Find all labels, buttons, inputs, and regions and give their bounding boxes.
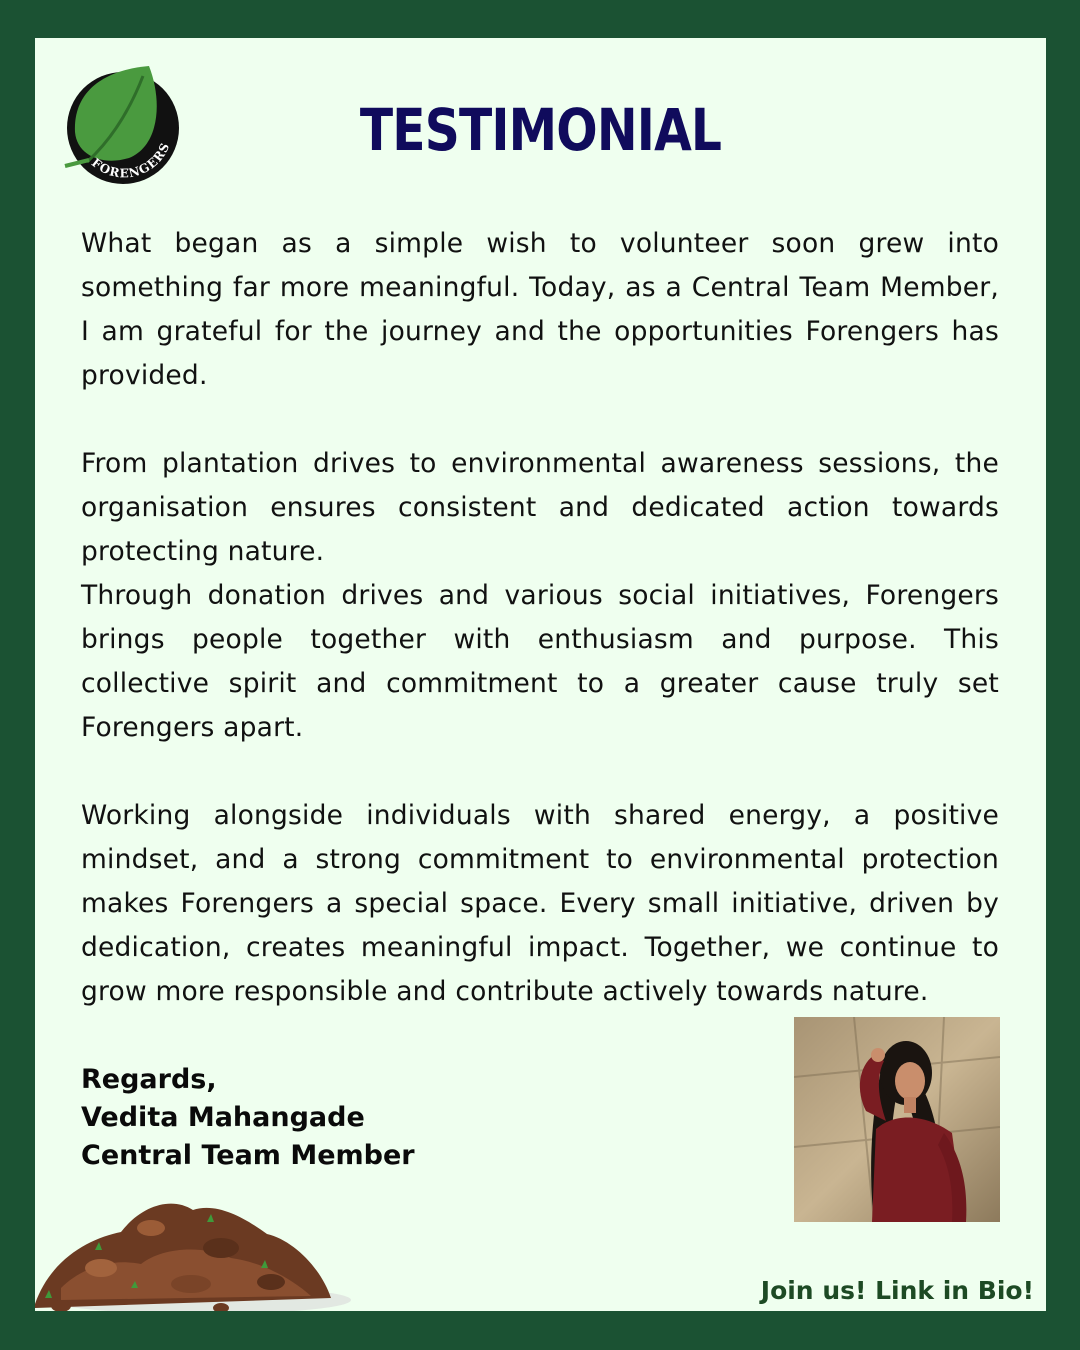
paragraph: Working alongside individuals with shared energy, a positive mindset, and a strong commitment to environmental protection makes Forengers a special space. Every small initiative, driven by dedication, creates meaningful impact. Together, we continue to grow more responsible and contribute actively towards nature.: [81, 800, 999, 1007]
signature-block: [81, 1061, 415, 1175]
page-title: TESTIMONIAL: [359, 96, 722, 164]
join-us-link[interactable]: Join us! Link in Bio!: [760, 1276, 1034, 1305]
paragraph: What began as a simple wish to volunteer soon grew into something far more meaningful. Today, as a Central Team Member, I am grateful for the journey and the opportunities Forengers has provided.: [81, 228, 999, 391]
member-photo: [794, 1017, 1000, 1222]
signature-greeting: Regards,: [81, 1064, 217, 1095]
signature-name: Vedita Mahangade: [81, 1102, 365, 1133]
paragraph: Through donation drives and various social initiatives, Forengers brings people together with enthusiasm and purpose. This collective spirit and commitment to a greater cause truly set Forengers apart.: [81, 580, 999, 743]
logo-text: FORENGERS: [88, 140, 173, 181]
testimonial-body: [81, 222, 999, 1014]
testimonial-card: [35, 38, 1046, 1311]
soil-mound-illustration: [35, 1188, 351, 1311]
paragraph: From plantation drives to environmental awareness sessions, the organisation ensures consistent and dedicated action towards protecting nature.: [81, 448, 999, 567]
signature-role: Central Team Member: [81, 1140, 415, 1171]
